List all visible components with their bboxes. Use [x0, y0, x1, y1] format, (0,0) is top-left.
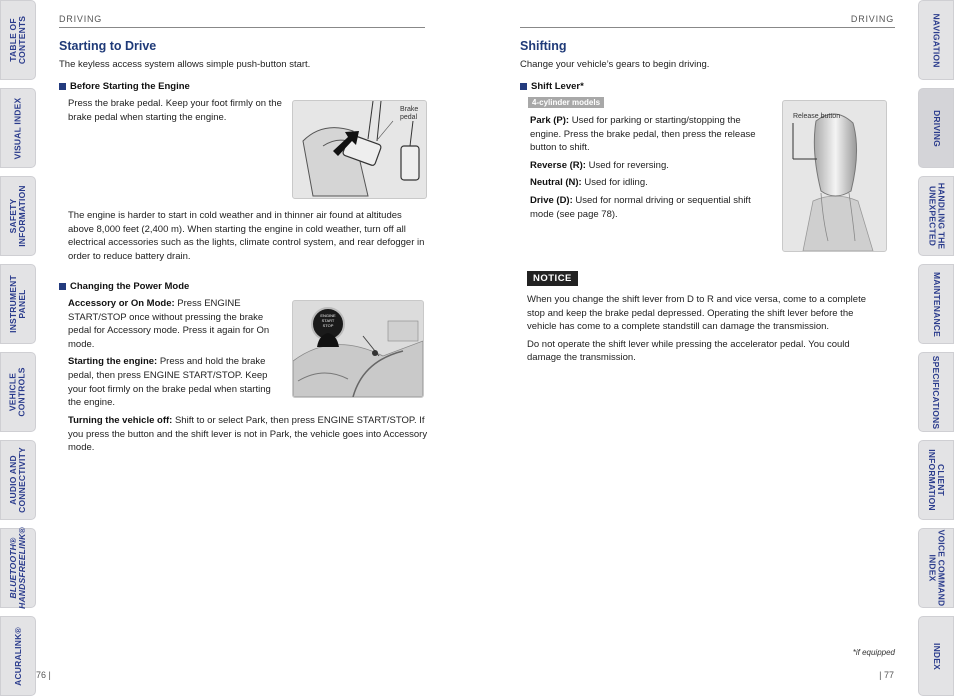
gear-list: [530, 114, 770, 225]
tab-table-of-contents[interactable]: [0, 0, 36, 80]
notice-text: [527, 293, 872, 369]
tab-label: AUDIO AND CONNECTIVITY: [8, 447, 27, 513]
tab-voice-command-index[interactable]: [918, 528, 954, 608]
page-title-right: Shifting: [520, 39, 567, 53]
tab-acuralink[interactable]: [0, 616, 36, 696]
intro-right: Change your vehicle’s gears to begin driving.: [520, 59, 710, 70]
figure-label: Release button: [793, 113, 841, 120]
finger-press-icon: [315, 331, 341, 347]
tab-label: BLUETOOTH® HANDSFREELINK®: [8, 527, 28, 609]
tab-label: VEHICLE CONTROLS: [8, 367, 28, 417]
section-heading-text: Before Starting the Engine: [70, 81, 190, 92]
tab-maintenance[interactable]: [918, 264, 954, 344]
tab-label: HANDLING THE UNEXPECTED: [927, 182, 946, 250]
tab-label: SPECIFICATIONS: [931, 355, 942, 429]
tab-label: TABLE OF CONTENTS: [8, 15, 28, 65]
tab-vehicle-controls[interactable]: [0, 352, 36, 432]
bullet-square: [59, 83, 66, 90]
list-item: Accessory or On Mode: Press ENGINE START/STOP once without pressing the brake pedal for Accessory mode. Press it again for On mode.: [68, 298, 270, 350]
tab-client-information[interactable]: [918, 440, 954, 520]
section-heading: [59, 81, 190, 92]
tab-label: ACURALINK®: [12, 626, 23, 686]
tab-index[interactable]: [918, 616, 954, 696]
tab-label: INDEX: [931, 642, 942, 670]
running-head-left: DRIVING: [59, 14, 103, 24]
tab-driving[interactable]: [918, 88, 954, 168]
list-item: Park (P): Used for parking or starting/stopping the engine. Press the brake pedal, then press the release button to shift.: [530, 115, 756, 154]
section-heading: [520, 81, 584, 92]
tab-label: NAVIGATION: [931, 12, 942, 68]
tab-label: SAFETY INFORMATION: [8, 185, 28, 247]
list-item: Turning the vehicle off: Shift to or select Park, then press ENGINE START/STOP. If you press the button and the shift lever is not in Park, the vehicle goes into Accessory mode.: [68, 415, 428, 454]
tab-bluetooth-handsfreelink[interactable]: [0, 528, 36, 608]
brake-pedal-figure: [292, 100, 427, 199]
tab-label: DRIVING: [931, 109, 942, 147]
tab-audio-connectivity[interactable]: [0, 440, 36, 520]
tab-label: MAINTENANCE: [931, 271, 942, 337]
power-mode-list: [68, 297, 276, 414]
list-item: Starting the engine: Press and hold the brake pedal, then press ENGINE START/STOP. Keep your foot firmly on the brake pedal when starting the engine.: [68, 356, 271, 409]
notice-paragraph: Do not operate the shift lever while pressing the accelerator pedal. You could damage the transmission.: [527, 338, 850, 364]
tab-instrument-panel[interactable]: [0, 264, 36, 344]
tab-label: CLIENT INFORMATION: [927, 449, 947, 511]
section-text: Press the brake pedal. Keep your foot firmly on the brake pedal when starting the engine.: [68, 98, 282, 123]
page-title-left: Starting to Drive: [59, 39, 157, 53]
section-heading: [59, 281, 189, 292]
tab-label: VOICE COMMAND INDEX: [927, 529, 946, 607]
bullet-square: [520, 83, 527, 90]
tab-specifications[interactable]: [918, 352, 954, 432]
tab-navigation[interactable]: [918, 0, 954, 80]
engine-start-figure: [292, 300, 424, 398]
shift-lever-figure: [782, 100, 887, 252]
model-badge: 4-cylinder models: [528, 97, 604, 108]
figure-label: Brake pedal: [400, 106, 419, 121]
list-item: Neutral (N): Used for idling.: [530, 177, 648, 189]
list-item: Reverse (R): Used for reversing.: [530, 159, 669, 171]
header-rule: [520, 27, 895, 28]
engine-start-button-text: ENGINE START STOP: [320, 313, 336, 328]
page-number-left: 76 |: [36, 670, 51, 680]
section-heading-text: Shift Lever*: [531, 81, 584, 92]
running-head-right: DRIVING: [850, 14, 894, 24]
tab-visual-index[interactable]: [0, 88, 36, 168]
notice-badge: NOTICE: [527, 271, 578, 286]
tab-safety-information[interactable]: [0, 176, 36, 256]
footnote: *if equipped: [852, 648, 895, 657]
cold-weather-text: The engine is harder to start in cold weather and in thinner air found at altitudes above 8,000 feet (2,400 m). When starting the engine in cold weather, turn off all electrical accessories such as the lights, climate control system, and rear defogger in order to reduce battery drain.: [68, 210, 425, 262]
shift-lever-illustration: [783, 101, 886, 251]
list-item: Drive (D): Used for normal driving or sequential shift mode (see page 78).: [530, 194, 751, 220]
notice-paragraph: When you change the shift lever from D to R and vice versa, come to a complete stop and keep the brake pedal depressed. Operating the shift lever before the vehicle has come to a complete standstill can damage the transmission.: [527, 294, 866, 333]
tab-handling-the-unexpected[interactable]: [918, 176, 954, 256]
section-heading-text: Changing the Power Mode: [70, 281, 190, 292]
header-rule: [59, 27, 425, 28]
page-number-right: | 77: [879, 670, 894, 680]
intro-left: The keyless access system allows simple push-button start.: [59, 59, 311, 70]
tab-label: INSTRUMENT PANEL: [8, 275, 28, 333]
bullet-square: [59, 283, 66, 290]
tab-label: VISUAL INDEX: [12, 97, 23, 159]
